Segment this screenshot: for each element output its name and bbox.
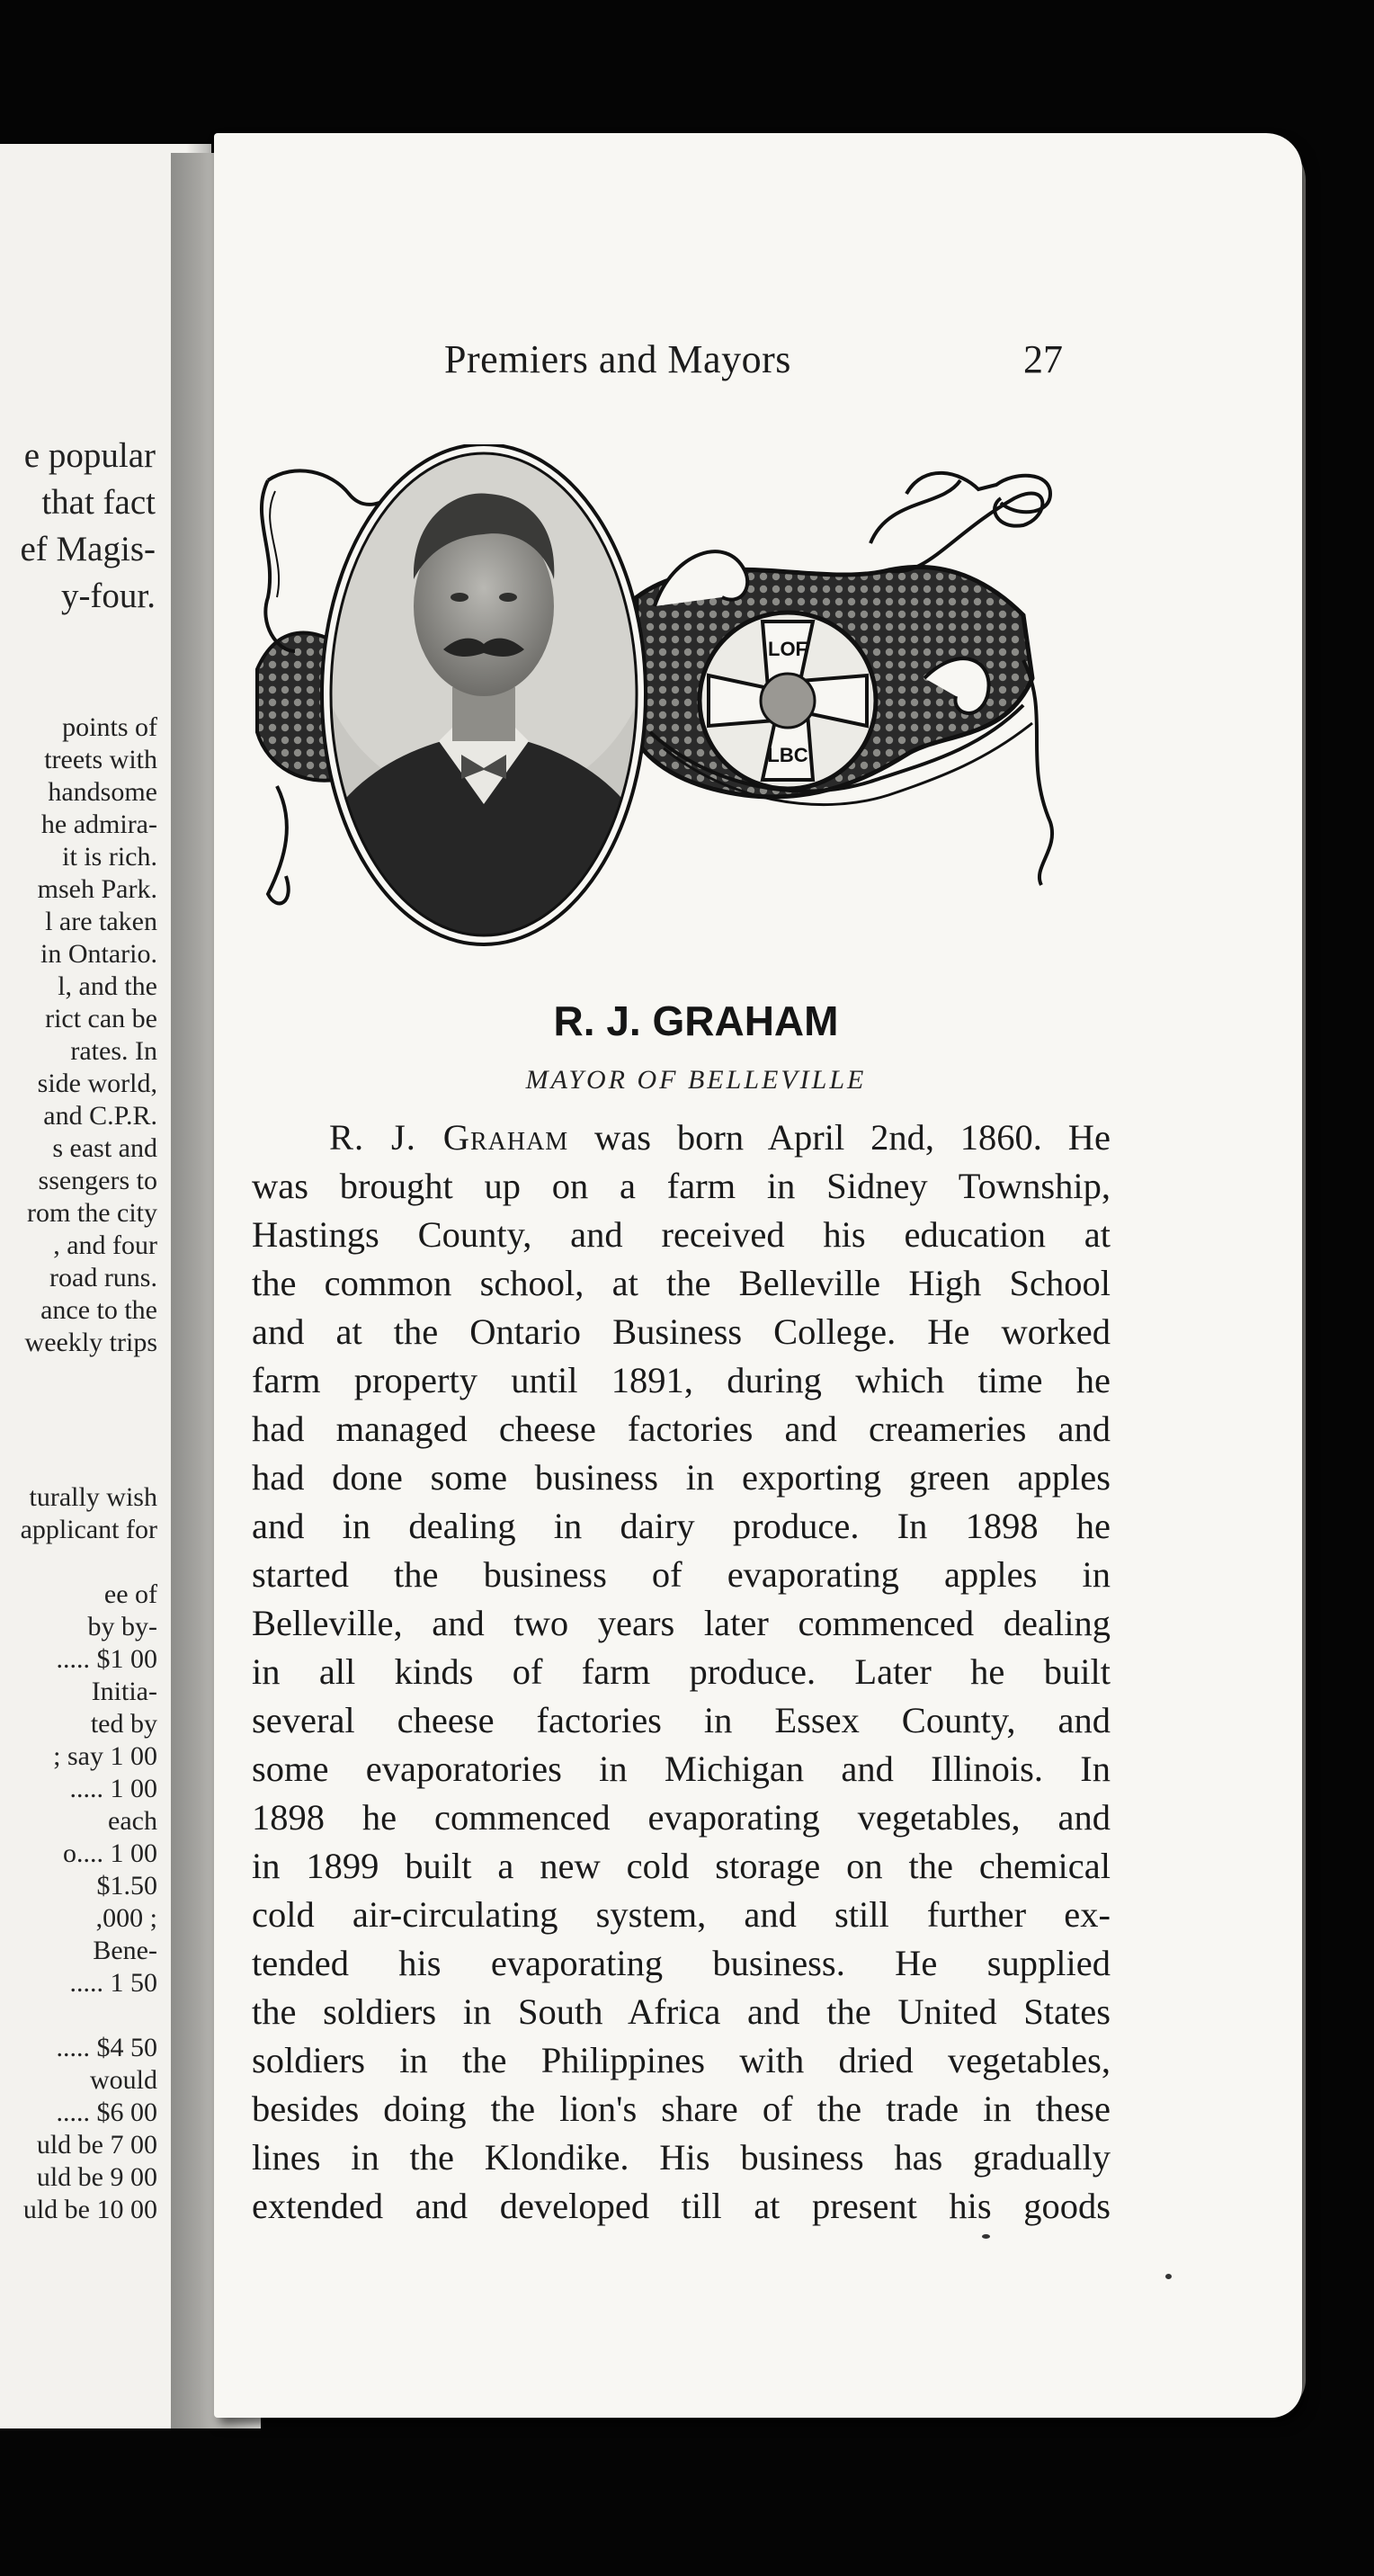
body-line: farm property until 1891, during which time he <box>252 1360 1111 1400</box>
left-page-line: treets with <box>44 745 157 774</box>
body-line: extended and developed till at present his goods <box>252 2186 1111 2226</box>
left-page-line: rates. In <box>70 1036 157 1066</box>
emblem-bottom-text: LBC <box>767 744 808 766</box>
left-page-line: that fact <box>41 483 156 522</box>
left-page-line: s east and <box>52 1133 157 1163</box>
left-page-line: , and four <box>53 1230 157 1260</box>
body-line: Belleville, and two years later commenced dealing <box>252 1603 1111 1643</box>
body-line: cold air-circulating system, and still further ex- <box>252 1894 1111 1935</box>
left-page-line: Initia- <box>91 1677 157 1706</box>
left-page-line: ted by <box>90 1709 157 1739</box>
left-page-line: ,000 ; <box>95 1903 157 1933</box>
body-line-text: was born April 2nd, 1860. He <box>568 1117 1111 1158</box>
left-page-line: he admira- <box>40 809 157 839</box>
portrait-photo <box>313 444 655 948</box>
left-page-line: it is rich. <box>62 842 157 872</box>
lead-name: R. J. Graham <box>329 1117 569 1158</box>
left-page-line: side world, <box>37 1069 157 1098</box>
body-line: several cheese factories in Essex County, and <box>252 1700 1111 1740</box>
left-page-line: by by- <box>87 1612 157 1641</box>
body-line: was brought up on a farm in Sidney Township, <box>252 1166 1111 1206</box>
portrait-ornament <box>241 444 1068 948</box>
left-page-line: ..... $4 50 <box>56 2033 157 2062</box>
left-page-line: ..... 1 50 <box>69 1968 157 1998</box>
left-page-line: road runs. <box>49 1263 157 1292</box>
body-line: started the business of evaporating apples in <box>252 1554 1111 1595</box>
page-number: 27 <box>1023 337 1063 381</box>
speck <box>1165 2274 1172 2279</box>
subject-title: MAYOR OF BELLEVILLE <box>525 1065 867 1095</box>
left-page-line: ance to the <box>40 1295 157 1325</box>
left-page-line: handsome <box>48 777 157 807</box>
body-line: had managed cheese factories and creameries and <box>252 1409 1111 1449</box>
body-line: some evaporatories in Michigan and Illinois. In <box>252 1749 1111 1789</box>
left-page-line: uld be 9 00 <box>36 2162 157 2192</box>
left-page-line: in Ontario. <box>40 939 157 969</box>
lodge-emblem <box>700 613 876 789</box>
left-page-line: weekly trips <box>24 1328 157 1357</box>
left-page-line: ee of <box>103 1579 157 1609</box>
body-line: the soldiers in South Africa and the United States <box>252 1991 1111 2032</box>
left-page-line: y-four. <box>60 577 156 615</box>
left-page-line: rict can be <box>45 1004 157 1033</box>
body-line: in 1899 built a new cold storage on the chemical <box>252 1846 1111 1886</box>
body-line: 1898 he commenced evaporating vegetables, and <box>252 1797 1111 1838</box>
left-page-line: ssengers to <box>38 1166 157 1195</box>
body-line: and in dealing in dairy produce. In 1898 he <box>252 1506 1111 1546</box>
body-line: tended his evaporating business. He supplied <box>252 1943 1111 1983</box>
left-page-line: ; say 1 00 <box>53 1741 157 1771</box>
body-line: and at the Ontario Business College. He worked <box>252 1311 1111 1352</box>
left-page-line: ..... 1 00 <box>69 1774 157 1803</box>
left-page-line: o.... 1 00 <box>63 1838 157 1868</box>
left-page-line: l are taken <box>45 907 157 936</box>
left-page-line: ..... $6 00 <box>56 2097 157 2127</box>
body-line: the common school, at the Belleville High School <box>252 1263 1111 1303</box>
left-page-line: l, and the <box>58 971 157 1001</box>
left-page-line: points of <box>62 712 157 742</box>
body-line: lines in the Klondike. His business has gradually <box>252 2137 1111 2178</box>
left-page-line: ef Magis- <box>20 530 156 568</box>
left-page-line: $1.50 <box>96 1871 157 1901</box>
body-line: had done some business in exporting green apples <box>252 1457 1111 1498</box>
left-page-line: and C.P.R. <box>43 1101 157 1131</box>
body-line: soldiers in the Philippines with dried vegetables, <box>252 2040 1111 2080</box>
left-page-line: would <box>90 2065 157 2095</box>
left-page-line: uld be 7 00 <box>36 2130 157 2160</box>
left-page-line: applicant for <box>20 1515 157 1544</box>
left-page-line: uld be 10 00 <box>22 2195 157 2224</box>
body-line <box>252 1114 1111 1162</box>
left-page-line: e popular <box>23 436 156 475</box>
left-page-line: turally wish <box>29 1482 157 1512</box>
running-head: Premiers and Mayors <box>444 337 791 381</box>
body-line: Hastings County, and received his education at <box>252 1214 1111 1255</box>
left-page-line: Bene- <box>93 1936 157 1965</box>
body-line: in all kinds of farm produce. Later he built <box>252 1651 1111 1692</box>
left-page-line: ..... $1 00 <box>56 1644 157 1674</box>
emblem-top-text: LOF <box>768 638 807 660</box>
speck <box>982 2234 990 2239</box>
body-line: besides doing the lion's share of the trade in these <box>252 2089 1111 2129</box>
left-page-line: each <box>108 1806 157 1836</box>
subject-name-heading: R. J. GRAHAM <box>553 997 839 1044</box>
left-page-line: rom the city <box>27 1198 157 1228</box>
biography-text <box>252 1114 1111 2231</box>
left-page-line: mseh Park. <box>37 874 157 904</box>
